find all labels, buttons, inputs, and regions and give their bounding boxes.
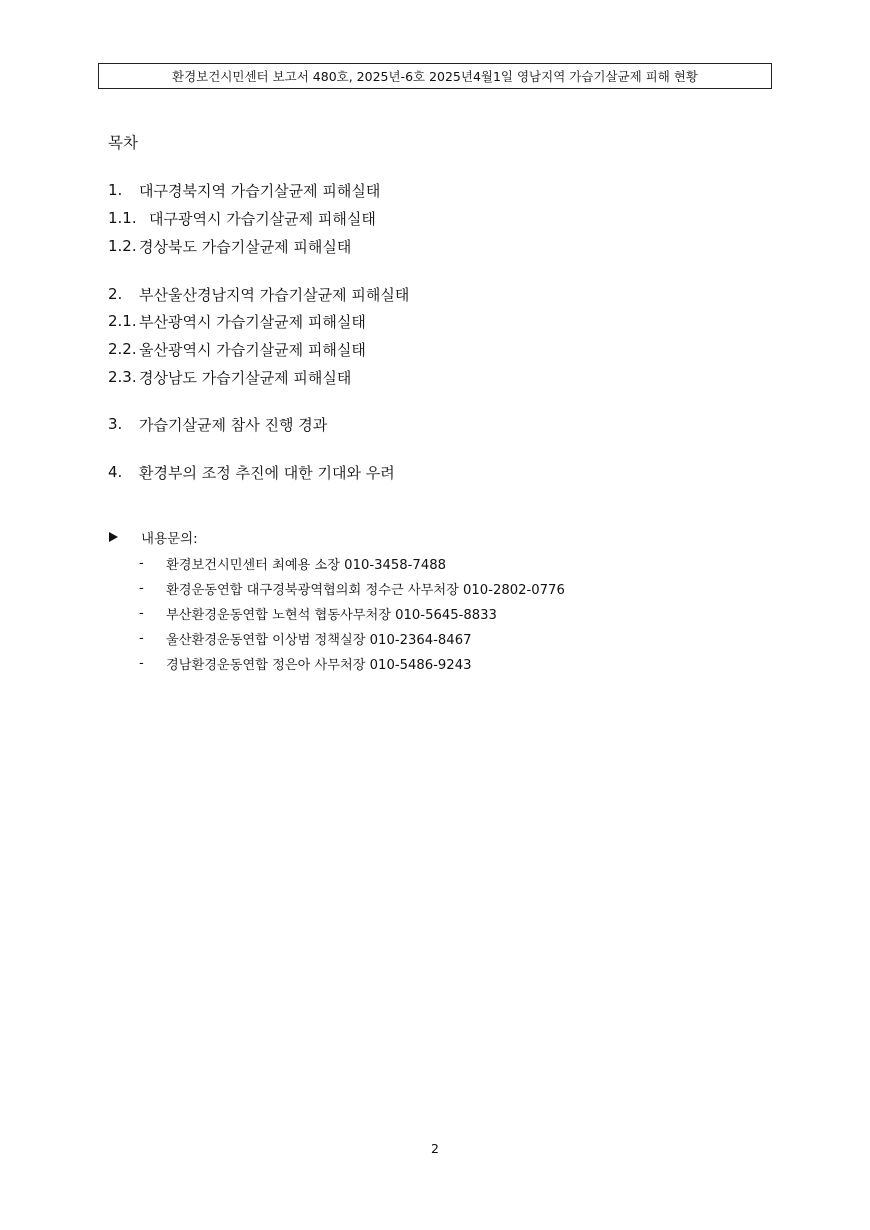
toc-item-number: 2. xyxy=(108,285,123,303)
contact-heading-text: 내용문의: xyxy=(141,531,198,547)
contact-item xyxy=(139,653,471,673)
report-header-title: 환경보건시민센터 보고서 480호, 2025년-6호 2025년4월1일 영남지역 가습기살균제 피해 현황 xyxy=(172,69,698,84)
toc-title: 목차 xyxy=(108,134,138,152)
contact-item xyxy=(139,628,471,648)
toc-item-number: 1.2. xyxy=(108,237,137,255)
report-header xyxy=(98,63,772,89)
contact-item xyxy=(139,553,446,573)
toc-item-number: 2.3. xyxy=(108,368,137,386)
toc-item-text: 경상남도 가습기살균제 피해실태 xyxy=(139,368,352,387)
toc-item-2 xyxy=(108,283,409,305)
toc-item-number: 2.1. xyxy=(108,312,137,330)
toc-item-1-1 xyxy=(108,207,376,229)
toc-item-number: 3. xyxy=(108,415,123,433)
contact-item xyxy=(139,578,565,598)
toc-item-text: 대구경북지역 가습기살균제 피해실태 xyxy=(139,181,381,200)
toc-item-text: 울산광역시 가습기살균제 피해실태 xyxy=(139,340,366,359)
contact-text: 경남환경운동연합 정은아 사무처장 010-5486-9243 xyxy=(166,657,472,673)
toc-item-text: 부산울산경남지역 가습기살균제 피해실태 xyxy=(139,285,410,304)
dash-bullet: - xyxy=(139,555,144,571)
toc-item-text: 부산광역시 가습기살균제 피해실태 xyxy=(139,312,366,331)
toc-item-1 xyxy=(108,179,380,201)
toc-item-2-2 xyxy=(108,338,366,360)
toc-item-text: 경상북도 가습기살균제 피해실태 xyxy=(139,237,352,256)
arrow-bullet-icon xyxy=(109,532,118,542)
dash-bullet: - xyxy=(139,580,144,596)
toc-item-text: 가습기살균제 참사 진행 경과 xyxy=(139,415,328,434)
toc-item-2-1 xyxy=(108,310,366,332)
contact-text: 부산환경운동연합 노현석 협동사무처장 010-5645-8833 xyxy=(166,607,497,623)
toc-item-text: 환경부의 조정 추진에 대한 기대와 우려 xyxy=(139,463,395,482)
contact-text: 울산환경운동연합 이상범 정책실장 010-2364-8467 xyxy=(166,632,472,648)
contact-heading xyxy=(108,527,198,547)
dash-bullet: - xyxy=(139,655,144,671)
toc-item-number: 1.1. xyxy=(108,209,137,227)
toc-item-1-2 xyxy=(108,235,351,257)
contact-text: 환경보건시민센터 최예용 소장 010-3458-7488 xyxy=(166,557,446,573)
dash-bullet: - xyxy=(139,630,144,646)
toc-item-2-3 xyxy=(108,366,351,388)
toc-item-number: 1. xyxy=(108,181,123,199)
page-number: 2 xyxy=(431,1141,439,1156)
toc-item-4 xyxy=(108,461,395,483)
contact-item xyxy=(139,603,497,623)
toc-item-text: 대구광역시 가습기살균제 피해실태 xyxy=(149,209,376,228)
toc-item-number: 2.2. xyxy=(108,340,137,358)
dash-bullet: - xyxy=(139,605,144,621)
contact-text: 환경운동연합 대구경북광역협의회 정수근 사무처장 010-2802-0776 xyxy=(166,582,565,598)
toc-item-3 xyxy=(108,413,327,435)
toc-item-number: 4. xyxy=(108,463,123,481)
